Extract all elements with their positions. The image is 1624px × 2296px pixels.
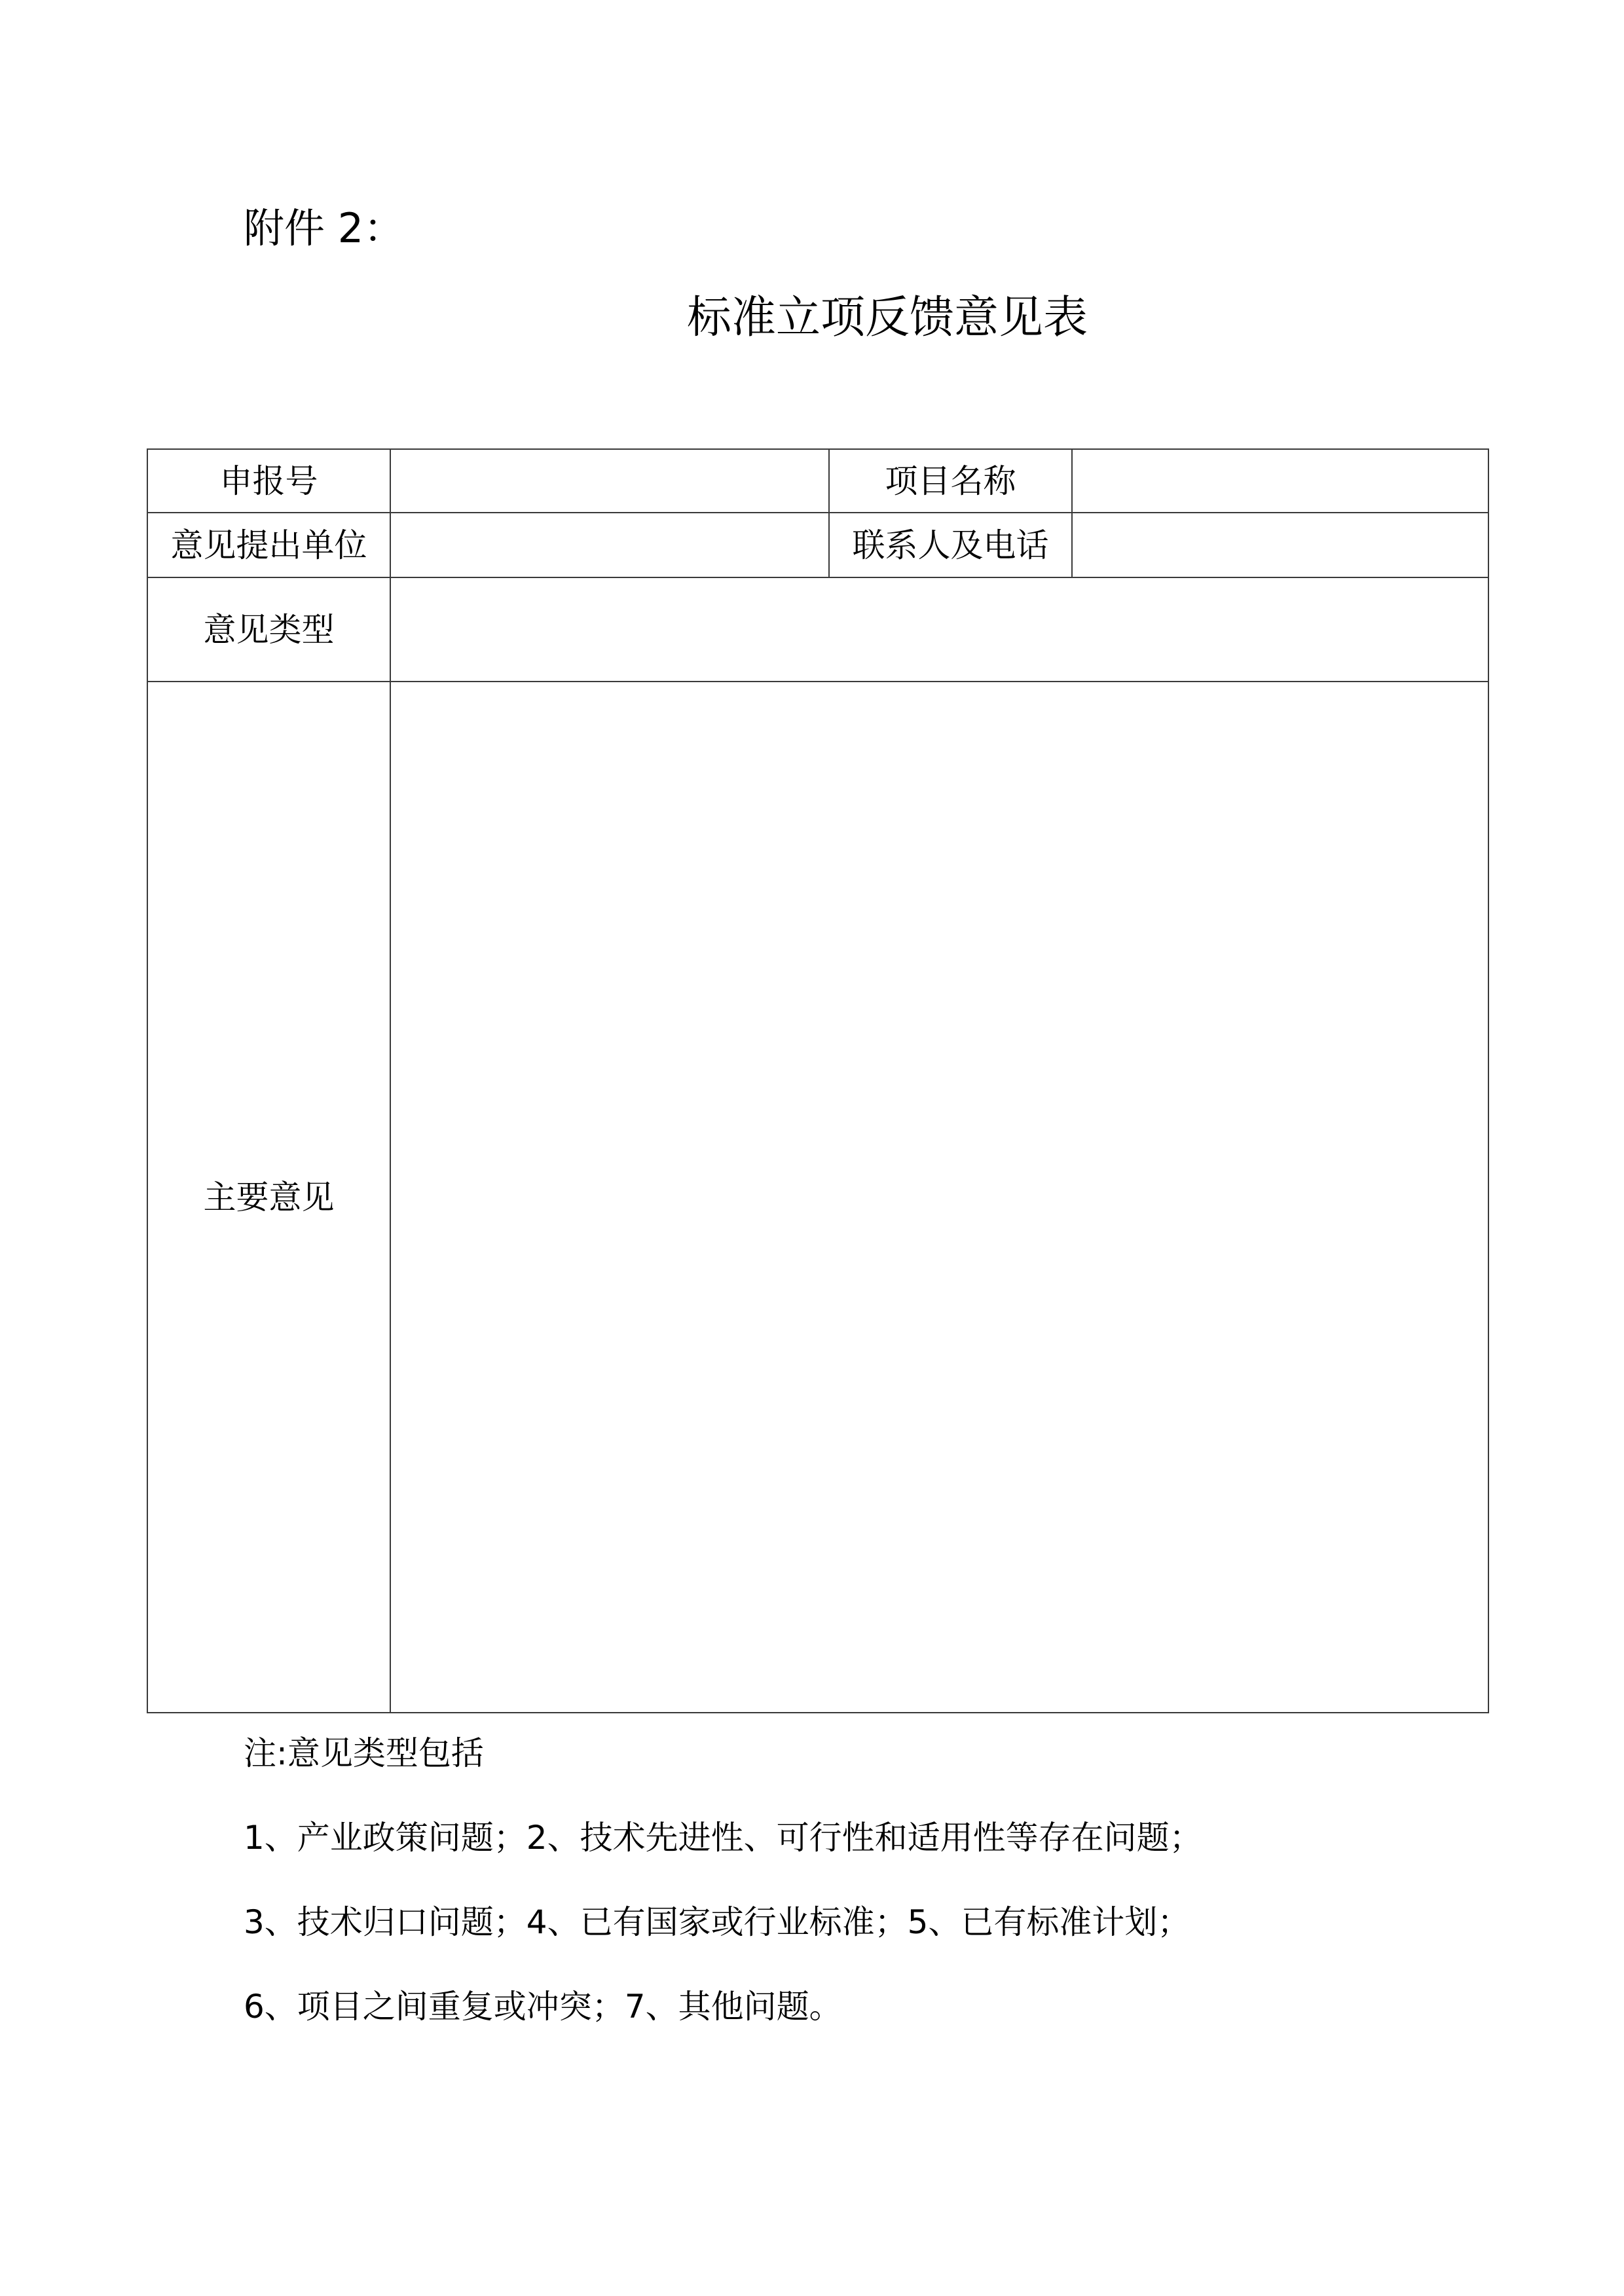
contact-and-phone-field[interactable] bbox=[1072, 513, 1488, 577]
feedback-form-table bbox=[147, 448, 1489, 1713]
table-row bbox=[147, 513, 1488, 577]
notes-line: 3、技术归口问题；4、已有国家或行业标准；5、已有标准计划； bbox=[244, 1903, 1190, 1941]
opinion-type-field[interactable] bbox=[390, 577, 1488, 682]
contact-and-phone-label: 联系人及电话 bbox=[829, 513, 1072, 577]
page-title: 标准立项反馈意见表 bbox=[686, 292, 1088, 344]
table-row bbox=[147, 682, 1488, 1713]
table-row bbox=[147, 449, 1488, 513]
submitting-unit-field[interactable] bbox=[390, 513, 829, 577]
project-name-field[interactable] bbox=[1072, 449, 1488, 513]
application-number-label: 申报号 bbox=[147, 449, 390, 513]
notes-heading: 注:意见类型包括 bbox=[244, 1734, 484, 1772]
project-name-label: 项目名称 bbox=[829, 449, 1072, 513]
submitting-unit-label: 意见提出单位 bbox=[147, 513, 390, 577]
opinion-type-label: 意见类型 bbox=[147, 577, 390, 682]
attachment-label: 附件 2： bbox=[244, 204, 405, 252]
application-number-field[interactable] bbox=[390, 449, 829, 513]
notes-line: 1、产业政策问题；2、技术先进性、可行性和适用性等存在问题； bbox=[244, 1819, 1202, 1857]
main-opinion-field[interactable] bbox=[390, 682, 1488, 1713]
notes-line: 6、项目之间重复或冲突；7、其他问题。 bbox=[244, 1988, 842, 2026]
table-row bbox=[147, 577, 1488, 682]
main-opinion-label: 主要意见 bbox=[147, 682, 390, 1713]
